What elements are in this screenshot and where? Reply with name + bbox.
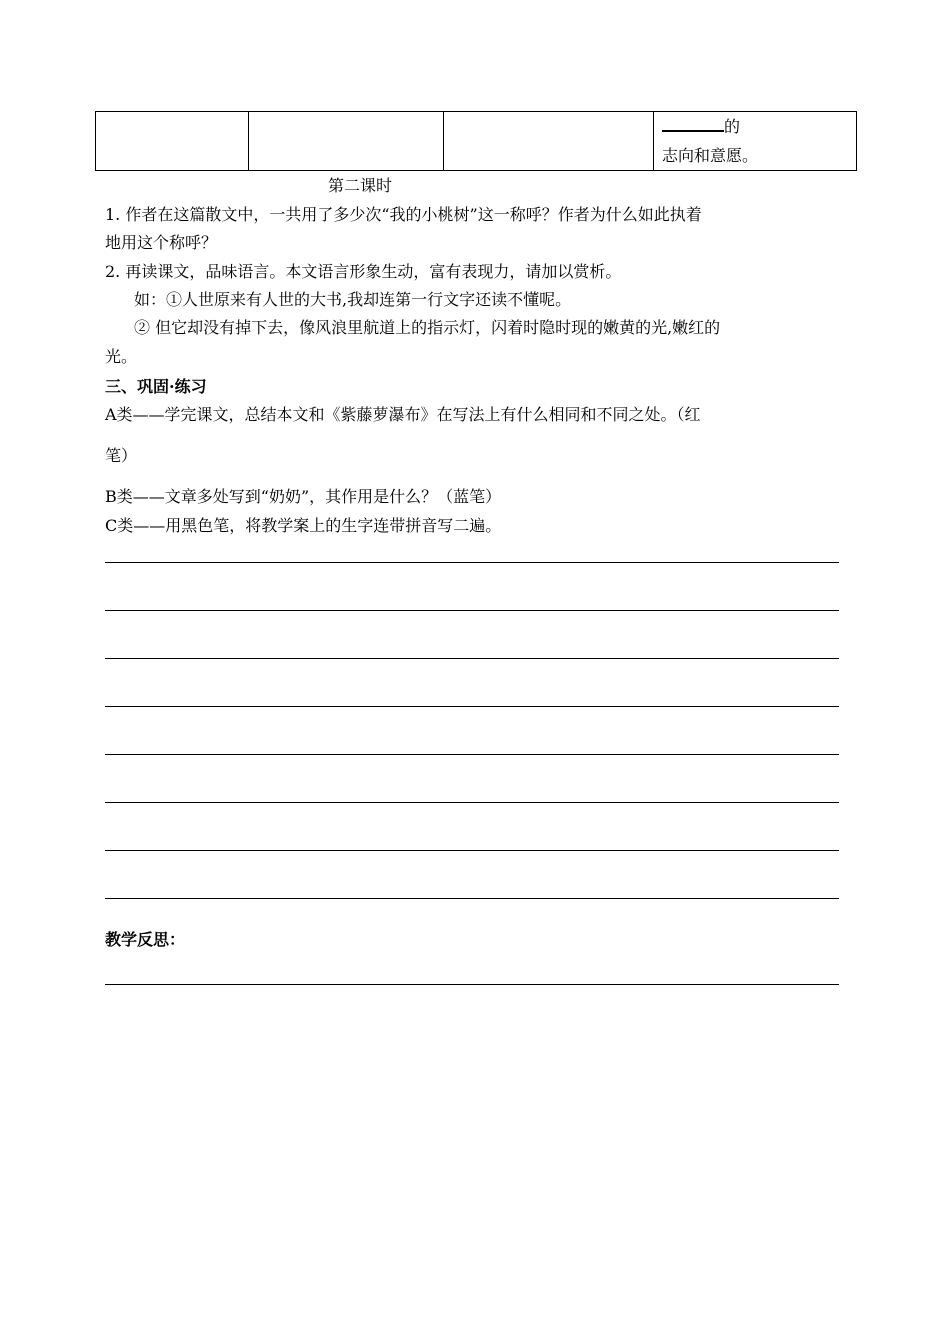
cell4-suffix: 的 [724, 117, 741, 136]
table-cell [654, 112, 857, 171]
table-cell [249, 112, 444, 171]
writing-line[interactable] [105, 658, 839, 659]
writing-line[interactable] [105, 706, 839, 707]
task-a-line-2: 笔） [105, 446, 138, 465]
task-c: C类——用黑色笔，将教学案上的生字连带拼音写二遍。 [105, 516, 502, 535]
reflection-line[interactable] [105, 984, 839, 985]
question-1-line-1: 1. 作者在这篇散文中，一共用了多少次“我的小桃树”这一称呼？作者为什么如此执着 [105, 205, 702, 224]
cell4-text: 志向和意愿。 [662, 146, 759, 165]
question-1-line-2: 地用这个称呼？ [105, 233, 218, 252]
fill-blank[interactable] [662, 112, 724, 132]
writing-line[interactable] [105, 898, 839, 899]
writing-line[interactable] [105, 562, 839, 563]
task-b: B类——文章多处写到“奶奶”，其作用是什么？（蓝笔） [105, 487, 502, 506]
writing-line[interactable] [105, 754, 839, 755]
example-2-line-1: ② 但它却没有掉下去，像风浪里航道上的指示灯，闪着时隐时现的嫩黄的光,嫩红的 [134, 318, 721, 337]
reflection-label: 教学反思： [105, 930, 186, 949]
lesson-heading: 第二课时 [328, 176, 393, 195]
writing-line[interactable] [105, 610, 839, 611]
example-1: 如：①人世原来有人世的大书,我却连第一行文字还读不懂呢。 [134, 290, 572, 309]
writing-line[interactable] [105, 802, 839, 803]
question-2-line-1: 2. 再读课文，品味语言。本文语言形象生动，富有表现力，请加以赏析。 [105, 262, 622, 281]
section-3-heading: 三、巩固·练习 [105, 377, 207, 396]
table-cell [96, 112, 249, 171]
task-a-line-1: A类——学完课文，总结本文和《紫藤萝瀑布》在写法上有什么相同和不同之处。（红 [105, 405, 701, 424]
writing-line[interactable] [105, 850, 839, 851]
table-cell [444, 112, 654, 171]
example-2-line-2: 光。 [105, 347, 138, 366]
lesson-table [95, 111, 857, 171]
